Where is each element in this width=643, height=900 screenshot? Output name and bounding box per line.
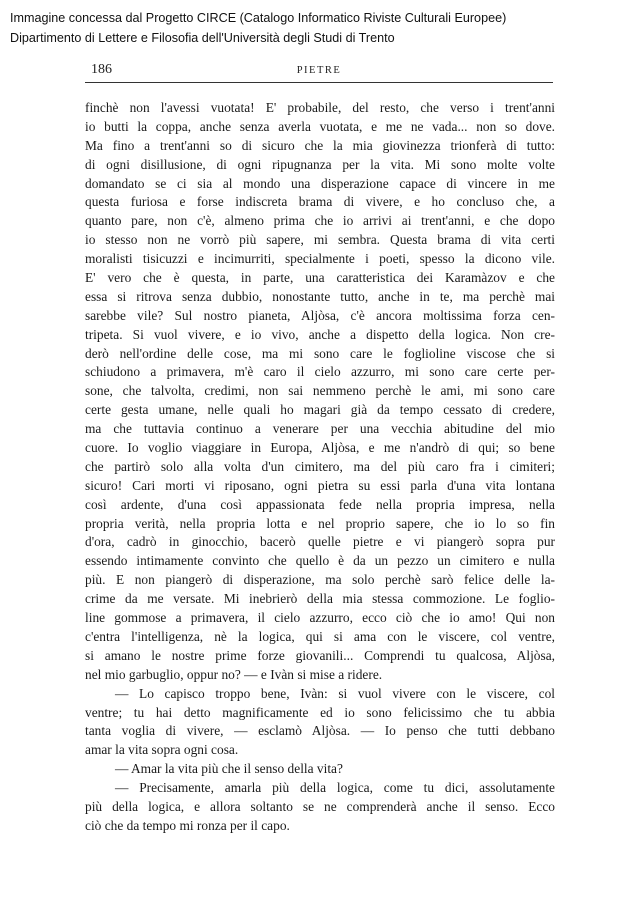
text-line: — Amar la vita più che il senso della vita? bbox=[115, 761, 343, 777]
header-rule bbox=[85, 82, 553, 83]
text-line: io stesso non ne vorrò più sapere, mi sembra. Questa brama di vita certi bbox=[85, 232, 555, 248]
text-line: crime da me versate. Mi inebrierò della mia stessa commozione. Le foglio- bbox=[85, 591, 555, 607]
text-line: line gommose a primavera, il cielo azzurro, ecco ciò che io amo! Qui non bbox=[85, 610, 555, 626]
text-line: tanta voglia di vivere, — esclamò Aljòsa. — Io penso che tutti debbano bbox=[85, 723, 555, 739]
text-line: io butti la coppa, anche senza averla vuotata, e me ne vada... non so dove. bbox=[85, 118, 555, 134]
text-line: ventre; tu hai detto magnificamente ed io sono felicissimo che tu abbia bbox=[85, 704, 555, 720]
text-line: c'entra l'intelligenza, nè la logica, qui si ama con le viscere, col ventre, bbox=[85, 628, 555, 644]
text-line: tripeta. Si vuol vivere, e io vivo, anche a dispetto della logica. Non cre- bbox=[85, 326, 555, 342]
text-line: più della logica, e allora soltanto se ne comprenderà anche il senso. Ecco bbox=[85, 798, 555, 814]
attribution-note bbox=[10, 8, 506, 48]
text-line: — Precisamente, amarla più della logica, come tu dici, assolutamente bbox=[115, 780, 555, 796]
body-text bbox=[85, 99, 555, 836]
page-number: 186 bbox=[91, 62, 112, 77]
text-line: ciò che da tempo mi ronza per il capo. bbox=[85, 817, 290, 833]
text-line: più. E non piangerò di disperazione, ma solo perchè sarò felice delle la- bbox=[85, 572, 555, 588]
text-line: domandato se ci sia al mondo una disperazione capace di vincere in me bbox=[85, 175, 555, 191]
text-line: moralisti tisicuzzi e incimurriti, specialmente i poeti, spesso la dicono vile. bbox=[85, 251, 555, 267]
text-line: così ardente, d'una così appassionata fede nella propria impresa, nella bbox=[85, 496, 555, 512]
text-line: propria verità, nella propria lotta e nel proprio sapere, che io lo so fin bbox=[85, 515, 555, 531]
text-line: che partirò solo alla volta d'un cimitero, ma del più caro fra i cimiteri; bbox=[85, 458, 555, 474]
attribution-line-1: Immagine concessa dal Progetto CIRCE (Catalogo Informatico Riviste Culturali Europee) bbox=[10, 11, 507, 25]
text-line: quanto pare, non c'è, almeno prima che io arrivi ai trent'anni, e che dopo bbox=[85, 213, 555, 229]
text-line: finchè non l'avessi vuotata! E' probabile, del resto, che verso i trent'anni bbox=[85, 100, 555, 115]
text-line: essa si ritrova senza dubbio, nonostante tutto, anche in te, ma perchè mai bbox=[85, 288, 555, 304]
text-line: E' vero che è questa, in parte, una caratteristica dei Karamàzov e che bbox=[85, 270, 555, 286]
page-header bbox=[85, 62, 553, 82]
text-line: sicuro! Cari morti vi riposano, ogni pietra su essi parla d'una vita lontana bbox=[85, 477, 555, 493]
text-line: nel mio garbuglio, oppur no? — e Ivàn si mise a ridere. bbox=[85, 666, 383, 682]
text-line: ma che tuttavia continuo a venerare per una vecchia abitudine del mio bbox=[85, 421, 555, 437]
text-line: sarebbe vile? Sul nostro pianeta, Aljòsa, c'è ancora moltissima forza cen- bbox=[85, 307, 555, 323]
text-line: schiudono a primavera, m'è caro il cielo azzurro, mi sono care certe per- bbox=[85, 364, 555, 380]
running-title: PIETRE bbox=[296, 65, 342, 76]
text-line: essendo intimamente convinto che quello è da un pezzo un cimitero e nulla bbox=[85, 553, 555, 569]
text-line: — Lo capisco troppo bene, Ivàn: si vuol vivere con le viscere, col bbox=[115, 685, 555, 701]
text-line: Ma fino a trent'anni so di sicuro che la mia giovinezza trionferà di tutto: bbox=[85, 137, 555, 153]
text-line: si amano le nostre prime forze giovanili... Comprendi tu qualcosa, Aljòsa, bbox=[85, 647, 555, 663]
text-line: derò nell'ordine delle cose, ma mi sono care le foglioline viscose che si bbox=[85, 345, 555, 361]
text-line: di ogni disillusione, di ogni ripugnanza per la vita. Mi sono molte volte bbox=[85, 156, 555, 172]
text-line: questa furiosa e forse indiscreta brama di vivere, e ho concluso che, a bbox=[85, 194, 555, 210]
text-line: cuore. Io voglio viaggiare in Europa, Aljòsa, e me n'andrò di qui; so bene bbox=[85, 440, 555, 456]
text-line: certe gesta umane, nelle quali ho magari già da tempo cessato di credere, bbox=[85, 402, 555, 418]
text-line: amar la vita sopra ogni cosa. bbox=[85, 742, 239, 758]
attribution-line-2: Dipartimento di Lettere e Filosofia dell'Università degli Studi di Trento bbox=[10, 31, 395, 45]
text-line: d'ora, cadrò in ginocchio, bacerò quelle pietre e vi piangerò sopra pur bbox=[85, 534, 555, 550]
text-line: sone, che talvolta, credimi, non sai nemmeno perchè le ami, mi sono care bbox=[85, 383, 555, 399]
